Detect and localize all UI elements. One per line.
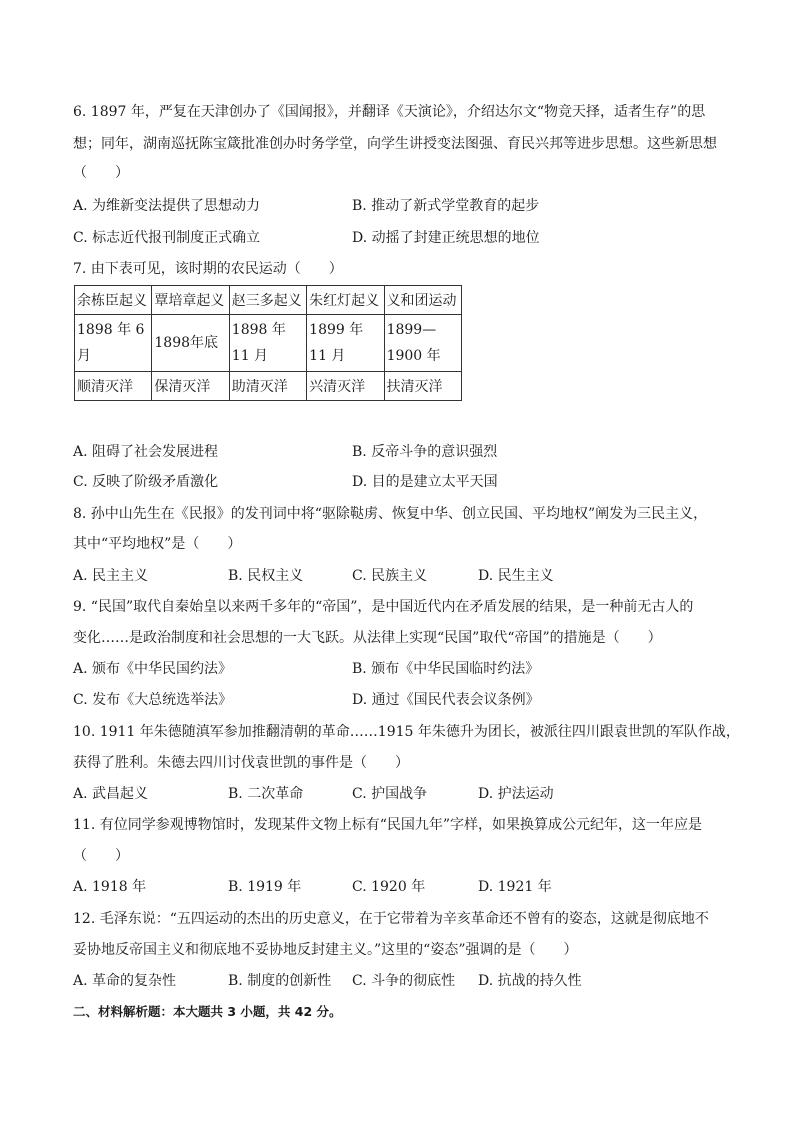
q7-table	[74, 285, 462, 401]
q6-stem-line-1: 6. 1897 年，严复在天津创办了《国闻报》，并翻译《天演论》，介绍达尔文“物竞天择，适者生存”的思	[73, 104, 706, 120]
q8-option-d[interactable]: D. 民生主义	[478, 568, 554, 584]
q11-option-c[interactable]: C. 1920 年	[352, 879, 426, 895]
table-cell-date: 1898 年 6 月	[75, 315, 152, 372]
table-cell-slogan: 顺清灭洋	[75, 372, 152, 401]
q8-option-c[interactable]: C. 民族主义	[352, 568, 428, 584]
q9-stem-line-2: 变化……是政治制度和社会思想的一大飞跃。从法律上实现“民国”取代“帝国”的措施是（ ）	[73, 630, 662, 646]
table-header-cell: 义和团运动	[384, 286, 461, 315]
q12-stem-line-2: 妥协地反帝国主义和彻底地不妥协地反封建主义。”这里的“姿态”强调的是（ ）	[73, 942, 578, 958]
q9-option-c[interactable]: C. 发布《大总统选举法》	[73, 692, 233, 708]
q11-answer-blank: （ ）	[73, 848, 129, 864]
q12-stem-line-1: 12. 毛泽东说：“五四运动的杰出的历史意义，在于它带着为辛亥革命还不曾有的姿态，这就是彻底地不	[73, 911, 709, 927]
q6-option-b[interactable]: B. 推动了新式学堂教育的起步	[352, 198, 540, 214]
q6-answer-blank: （ ）	[73, 165, 129, 181]
table-header-cell: 赵三多起义	[229, 286, 306, 315]
q9-stem-line-1: 9. “民国”取代自秦始皇以来两千多年的“帝国”，是中国近代内在矛盾发展的结果，是一种前无古人的	[73, 599, 694, 615]
table-header-cell: 余栋臣起义	[75, 286, 152, 315]
table-cell-slogan: 保清灭洋	[152, 372, 229, 401]
table-cell-date: 1898 年 11 月	[229, 315, 306, 372]
table-header-cell: 朱红灯起义	[307, 286, 384, 315]
table-row	[75, 286, 462, 315]
q10-option-d[interactable]: D. 护法运动	[478, 786, 554, 802]
table-header-cell: 覃培章起义	[152, 286, 229, 315]
q10-option-a[interactable]: A. 武昌起义	[73, 786, 149, 802]
q9-option-a[interactable]: A. 颁布《中华民国约法》	[73, 661, 233, 677]
q8-option-a[interactable]: A. 民主主义	[73, 568, 149, 584]
q6-option-c[interactable]: C. 标志近代报刊制度正式确立	[73, 230, 261, 246]
q7-option-b[interactable]: B. 反帝斗争的意识强烈	[352, 444, 498, 460]
q7-option-d[interactable]: D. 目的是建立太平天国	[352, 474, 498, 490]
table-row	[75, 372, 462, 401]
q11-option-a[interactable]: A. 1918 年	[73, 879, 147, 895]
q10-stem-line-2: 获得了胜利。朱德去四川讨伐袁世凯的事件是（ ）	[73, 755, 409, 771]
table-cell-slogan: 兴清灭洋	[307, 372, 384, 401]
table-cell-slogan: 助清灭洋	[229, 372, 306, 401]
q7-option-c[interactable]: C. 反映了阶级矛盾激化	[73, 474, 219, 490]
q12-option-b[interactable]: B. 制度的创新性	[228, 973, 332, 989]
section-2-heading: 二、材料解析题：本大题共 3 小题，共 42 分。	[73, 1004, 342, 1019]
q12-option-c[interactable]: C. 斗争的彻底性	[352, 973, 456, 989]
table-row	[75, 315, 462, 372]
table-cell-date: 1899 年 11 月	[307, 315, 384, 372]
q7-stem: 7. 由下表可见，该时期的农民运动（ ）	[73, 261, 343, 277]
q6-option-d[interactable]: D. 动摇了封建正统思想的地位	[352, 230, 540, 246]
q8-option-b[interactable]: B. 民权主义	[228, 568, 304, 584]
q6-stem-line-2: 想；同年，湖南巡抚陈宝箴批准创办时务学堂，向学生讲授变法图强、育民兴邦等进步思想。这些新思想	[73, 136, 717, 152]
q6-option-a[interactable]: A. 为维新变法提供了思想动力	[73, 198, 261, 214]
q10-option-b[interactable]: B. 二次革命	[228, 786, 304, 802]
table-cell-date: 1898年底	[152, 315, 229, 372]
q12-option-a[interactable]: A. 革命的复杂性	[73, 973, 177, 989]
q7-option-a[interactable]: A. 阻碍了社会发展进程	[73, 444, 219, 460]
q10-option-c[interactable]: C. 护国战争	[352, 786, 428, 802]
q11-option-b[interactable]: B. 1919 年	[228, 879, 302, 895]
q12-option-d[interactable]: D. 抗战的持久性	[478, 973, 582, 989]
q8-stem-line-1: 8. 孙中山先生在《民报》的发刊词中将“驱除鞑虏、恢复中华、创立民国、平均地权”阐发为三民主义，	[73, 506, 708, 522]
table-cell-date: 1899—1900 年	[384, 315, 461, 372]
table-cell-slogan: 扶清灭洋	[384, 372, 461, 401]
q10-stem-line-1: 10. 1911 年朱德随滇军参加推翻清朝的革命……1915 年朱德升为团长，被派往四川跟袁世凯的军队作战，	[73, 724, 740, 740]
q11-stem-line-1: 11. 有位同学参观博物馆时，发现某件文物上标有“民国九年”字样，如果换算成公元纪年，这一年应是	[73, 817, 703, 833]
q9-option-d[interactable]: D. 通过《国民代表会议条例》	[352, 692, 540, 708]
q9-option-b[interactable]: B. 颁布《中华民国临时约法》	[352, 661, 540, 677]
q11-option-d[interactable]: D. 1921 年	[478, 879, 552, 895]
q8-stem-line-2: 其中“平均地权”是（ ）	[73, 536, 242, 552]
